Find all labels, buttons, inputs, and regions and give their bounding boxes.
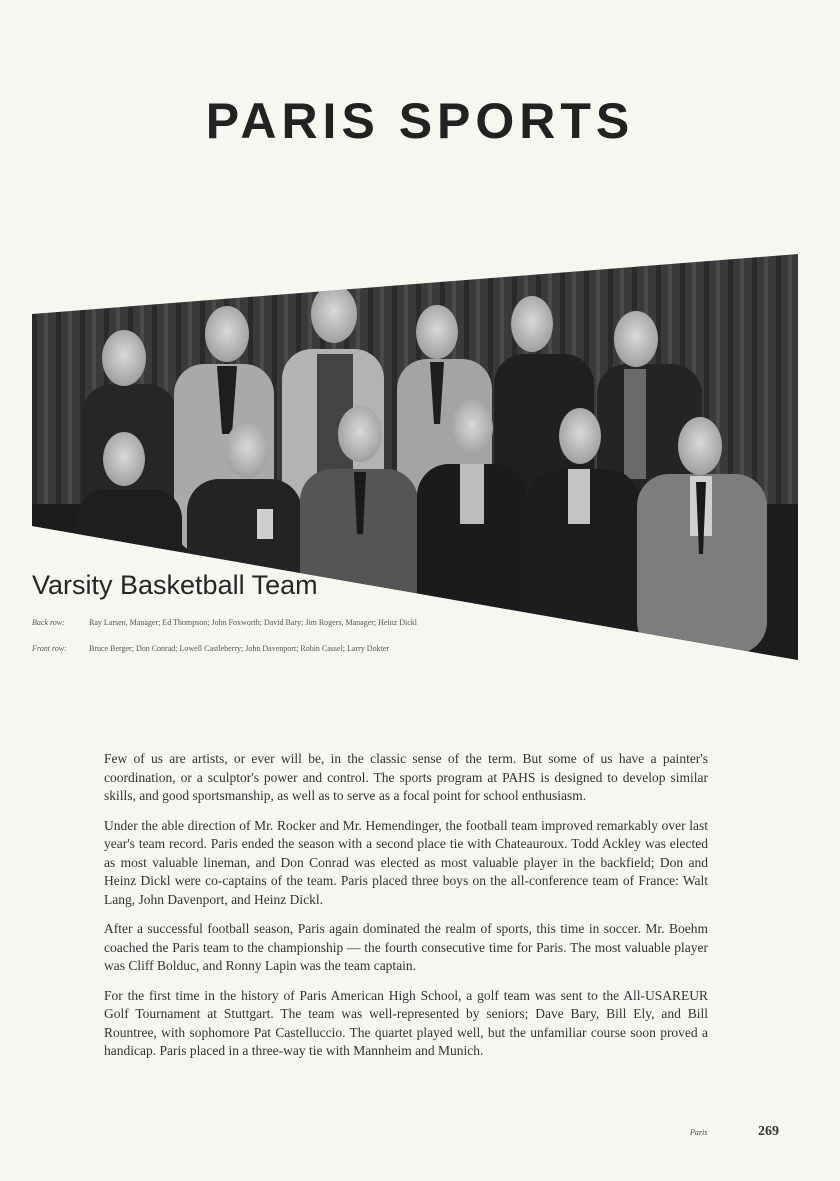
- front-row-label: Front row:: [32, 644, 67, 653]
- front-row-caption: [32, 644, 472, 654]
- article-paragraph: Under the able direction of Mr. Rocker and Mr. Hemendinger, the football team improved remarkably over last year's team record. Paris ended the season with a second place tie with Chateauroux. Todd Ackley was elected as most valuable lineman, and Don Conrad was elected as most valuable player in the backfield; Don and Heinz Dickl were co-captains of the team. Paris placed three boys on the all-conference team of France: Walt Lang, John Davenport, and Heinz Dickl.: [104, 817, 708, 907]
- front-row-names: Bruce Berger; Don Conrad; Lowell Castleberry; John Davenport; Robin Cassel; Larry Dokter: [89, 644, 390, 653]
- back-row-caption: [32, 618, 472, 628]
- footer-section-label: Paris: [690, 1128, 708, 1137]
- article-paragraph: For the first time in the history of Paris American High School, a golf team was sent to the All-USAREUR Golf Tournament at Stuttgart. The team was well-represented by seniors; Dave Bary, Bill Ely, and Bill Rountree, with sophomore Pat Castelluccio. The quartet played well, but the unfamiliar course soon proved a handicap. Paris placed in a three-way tie with Mannheim and Munich.: [104, 987, 708, 1058]
- back-row-label: Back row:: [32, 618, 65, 627]
- photo-heading: Varsity Basketball Team: [32, 570, 318, 600]
- page-title: PARIS SPORTS: [205, 93, 635, 149]
- page-number: 269: [758, 1124, 779, 1139]
- article-paragraph: Few of us are artists, or ever will be, in the classic sense of the term. But some of us have a painter's coordination, or a sculptor's power and control. The sports program at PAHS is designed to develop similar skills, and good sportsmanship, as well as to serve as a focal point for school enthusiasm.: [104, 751, 708, 803]
- article-body: [104, 750, 708, 1072]
- article-paragraph: After a successful football season, Paris again dominated the realm of sports, this time in soccer. Mr. Boehm coached the Paris team to the championship — the fourth consecutive time for Paris. The most valuable player was Cliff Bolduc, and Ronny Lapin was the team captain.: [104, 921, 708, 973]
- back-row-names: Ray Larsen, Manager; Ed Thompson; John Foxworth; David Bary; Jim Rogers, Manager; Heinz Dickl: [89, 618, 418, 627]
